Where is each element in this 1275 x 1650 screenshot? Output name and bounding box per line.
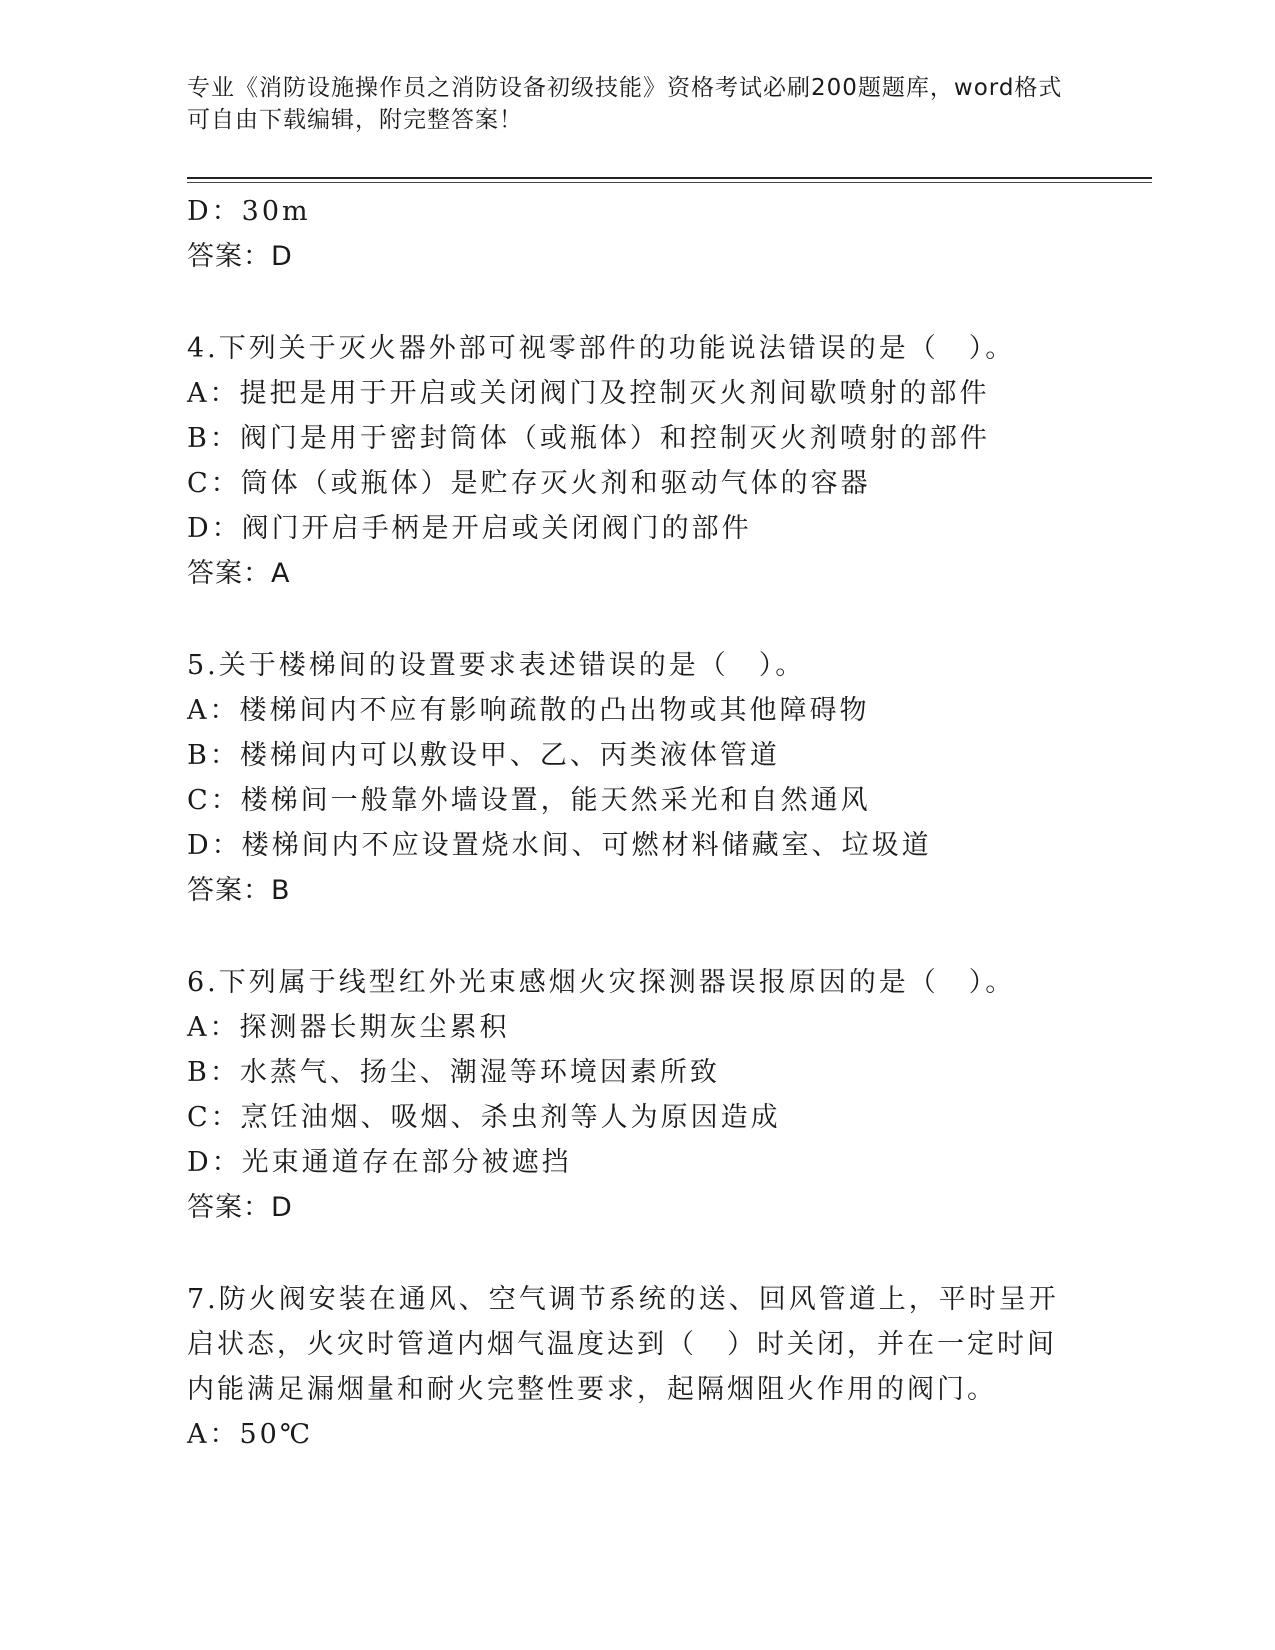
question-stem: 7.防火阀安装在通风、空气调节系统的送、回风管道上，平时呈开启状态，火灾时管道内烟气温度达到（ ）时关闭，并在一定时间内能满足漏烟量和耐火完整性要求，起隔烟阻火作用的阀门。 (187, 1284, 1059, 1405)
option-a: A：楼梯间内不应有影响疏散的凸出物或其他障碍物 (187, 695, 870, 726)
question-list (187, 189, 1087, 1457)
option-d: D：光束通道存在部分被遮挡 (187, 1147, 572, 1178)
question-stem: 4.下列关于灭火器外部可视零部件的功能说法错误的是（ ）。 (187, 333, 1016, 364)
option-b: B：水蒸气、扬尘、潮湿等环境因素所致 (187, 1057, 720, 1088)
question-stem: 6.下列属于线型红外光束感烟火灾探测器误报原因的是（ ）。 (187, 967, 1016, 998)
option-a: A：探测器长期灰尘累积 (187, 1012, 510, 1043)
option-a: A：50℃ (187, 1419, 314, 1450)
option-a: A：提把是用于开启或关闭阀门及控制灭火剂间歇喷射的部件 (187, 378, 990, 409)
question-6 (187, 960, 1087, 1230)
option-c: C：筒体（或瓶体）是贮存灭火剂和驱动气体的容器 (187, 468, 871, 499)
option-c: C：楼梯间一般靠外墙设置，能天然采光和自然通风 (187, 785, 871, 816)
header-divider-thin (187, 182, 1152, 183)
answer-line: 答案：A (187, 558, 291, 589)
question-7 (187, 1277, 1087, 1457)
option-b: B：楼梯间内可以敷设甲、乙、丙类液体管道 (187, 740, 780, 771)
page-header: 专业《消防设施操作员之消防设备初级技能》资格考试必刷200题题库，word格式可自由下载编辑，附完整答案！ (187, 75, 1063, 133)
answer-line: 答案：B (187, 875, 291, 906)
option-d: D：阀门开启手柄是开启或关闭阀门的部件 (187, 513, 752, 544)
answer-line: 答案：D (187, 1192, 293, 1223)
option-d: D：楼梯间内不应设置烧水间、可燃材料储藏室、垃圾道 (187, 830, 932, 861)
question-stem: 5.关于楼梯间的设置要求表述错误的是（ ）。 (187, 650, 806, 681)
header-divider (187, 177, 1152, 179)
question-4 (187, 326, 1087, 596)
option-b: B：阀门是用于密封筒体（或瓶体）和控制灭火剂喷射的部件 (187, 423, 990, 454)
question-5 (187, 643, 1087, 913)
answer-line: 答案：D (187, 241, 293, 272)
option-d: D：30m (187, 196, 311, 227)
option-c: C：烹饪油烟、吸烟、杀虫剂等人为原因造成 (187, 1102, 781, 1133)
